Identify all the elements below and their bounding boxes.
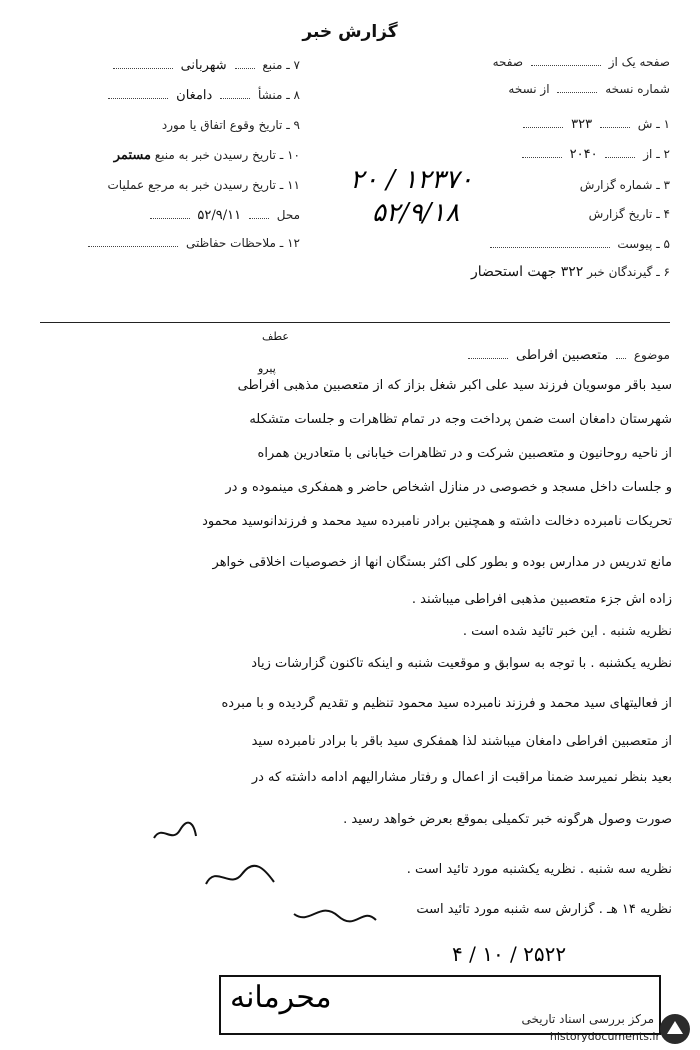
- report-title: گزارش خبر: [302, 22, 398, 42]
- signature-mark: [200, 860, 280, 894]
- body-line: نظریه یکشنبه . با توجه به سوابق و موقعیت شنبه و اینکه تاکنون گزارشات زیاد: [251, 656, 672, 671]
- field-recipients: [471, 264, 670, 280]
- body-line: صورت وصول هرگونه خبر تکمیلی بموقع بعرض خواهد رسید .: [343, 812, 672, 827]
- field-value: دامغان: [176, 88, 213, 103]
- field-label: ۱ ـ ش: [637, 117, 670, 131]
- body-line: بعید بنظر نمیرسد ضمناً مراقبت از اعمال و رفتار مشارالیهم ادامه داشته که در: [251, 770, 672, 785]
- report-date-handwritten: ۵۲/۹/۱۸: [372, 198, 460, 228]
- field-label: ۸ ـ منشأ: [257, 88, 300, 102]
- field-label: ۴ ـ تاریخ گزارش: [588, 207, 670, 221]
- field-page-count: [493, 55, 670, 69]
- body-line: سید باقر موسویان فرزند سید علی اکبر شغل بزاز که از متعصبین مذهبی افراطی: [237, 378, 672, 393]
- field-label: محل: [276, 208, 300, 222]
- watermark-text: مرکز بررسی اسناد تاریخی: [521, 1012, 654, 1026]
- subject-note-bottom: پیرو: [258, 362, 276, 375]
- body-line: مانع تدریس در مدارس بوده و بطور کلی اکثر بستگان آنها از خصوصیات اخلاقی خواهر: [212, 555, 672, 570]
- subject-value: متعصبین افراطی: [516, 348, 609, 363]
- body-line: زاده اش جزء متعصبین مذهبی افراطی میباشند .: [411, 592, 672, 607]
- field-value: ۳۲۳: [571, 117, 593, 132]
- body-line: و جلسات داخل مسجد و خصوصی در منازل اشخاص حاضر و همفکری مینموده و در: [225, 480, 672, 495]
- field-value: صفحه: [492, 55, 524, 69]
- field-value: مستمر: [113, 148, 151, 163]
- body-line: نظریه سه شنبه . نظریه یکشنبه مورد تائید است .: [406, 862, 672, 877]
- subject-note-top: عطف: [262, 330, 289, 343]
- field-label: ۹ ـ تاریخ وقوع اتفاق یا مورد: [161, 118, 300, 132]
- field-label: شماره نسخه: [605, 82, 670, 96]
- field-label: ۶ ـ گیرندگان خبر: [587, 265, 670, 279]
- body-line: تحریکات نامبرده دخالت داشته و همچنین برادر نامبرده سید محمد و فرزندانوسید محمود: [202, 514, 672, 529]
- field-location: [146, 208, 300, 223]
- subject-label: موضوع: [633, 348, 670, 362]
- signature-mark: [290, 896, 380, 930]
- field-value: ۲۰۴۰: [569, 147, 598, 162]
- field-source: [109, 58, 300, 73]
- field-label: ۱۲ ـ ملاحظات حفاظتی: [186, 236, 300, 250]
- field-from: [518, 147, 670, 162]
- field-attachment: [486, 237, 670, 251]
- report-number-handwritten: ۱۲۳۷۰ / ۲۰: [350, 165, 474, 195]
- field-label: ۲ ـ از: [643, 147, 670, 161]
- field-report-number: [580, 178, 670, 192]
- body-line: از ناحیه روحانیون و متعصبین شرکت و در تظاهرات خیابانی با متعادرین همراه: [257, 446, 672, 461]
- body-line: از متعصبین افراطی دامغان میباشند لذا همفکری سید باقر با برادر نامبرده سید: [251, 734, 672, 749]
- field-report-date: [589, 207, 670, 221]
- watermark-url: historydocuments.ir: [549, 1030, 660, 1043]
- subject-line: [464, 348, 670, 363]
- field-label: صفحه یک از: [608, 55, 670, 69]
- field-value: شهربانی: [180, 58, 227, 73]
- header-divider: [40, 322, 670, 323]
- field-source-date: [114, 148, 300, 163]
- body-line: نظریه شنبه . این خبر تائید شده است .: [462, 624, 672, 639]
- field-number: [519, 117, 670, 132]
- bottom-reference-number: ۲۵۲۲ / ۱۰ / ۴: [452, 942, 567, 966]
- field-security-notes: [84, 236, 300, 250]
- field-label: ۷ ـ منبع: [262, 58, 300, 72]
- field-label: ۱۰ ـ تاریخ رسیدن خبر به منبع: [154, 148, 300, 162]
- field-label: ۵ ـ پیوست: [617, 237, 670, 251]
- field-label: ۱۱ ـ تاریخ رسیدن خبر به مرجع عملیات: [107, 178, 300, 192]
- body-line: شهرستان دامغان است ضمن پرداخت وجه در تمام تظاهرات و جلسات متشکله: [249, 412, 672, 427]
- signature-mark: [150, 818, 200, 848]
- field-event-date: [162, 118, 300, 132]
- stamp-text: محرمانه: [230, 980, 332, 1015]
- archive-logo-icon: [658, 1012, 692, 1046]
- field-value: ۵۲/۹/۱۱: [197, 208, 242, 223]
- body-line: نظریه ۱۴ هـ . گزارش سه شنبه مورد تائید است: [416, 902, 672, 917]
- field-value: از نسخه: [508, 82, 550, 96]
- field-value: ۳۲۲ جهت استحضار: [470, 264, 584, 280]
- field-origin: [104, 88, 300, 103]
- field-ops-date: [108, 178, 301, 192]
- field-label: ۳ ـ شماره گزارش: [579, 178, 670, 192]
- body-line: از فعالیتهای سید محمد و فرزند نامبرده سید محمود تنظیم و تقدیم گردیده و با مبرده: [221, 696, 672, 711]
- field-copy-number: [508, 82, 670, 96]
